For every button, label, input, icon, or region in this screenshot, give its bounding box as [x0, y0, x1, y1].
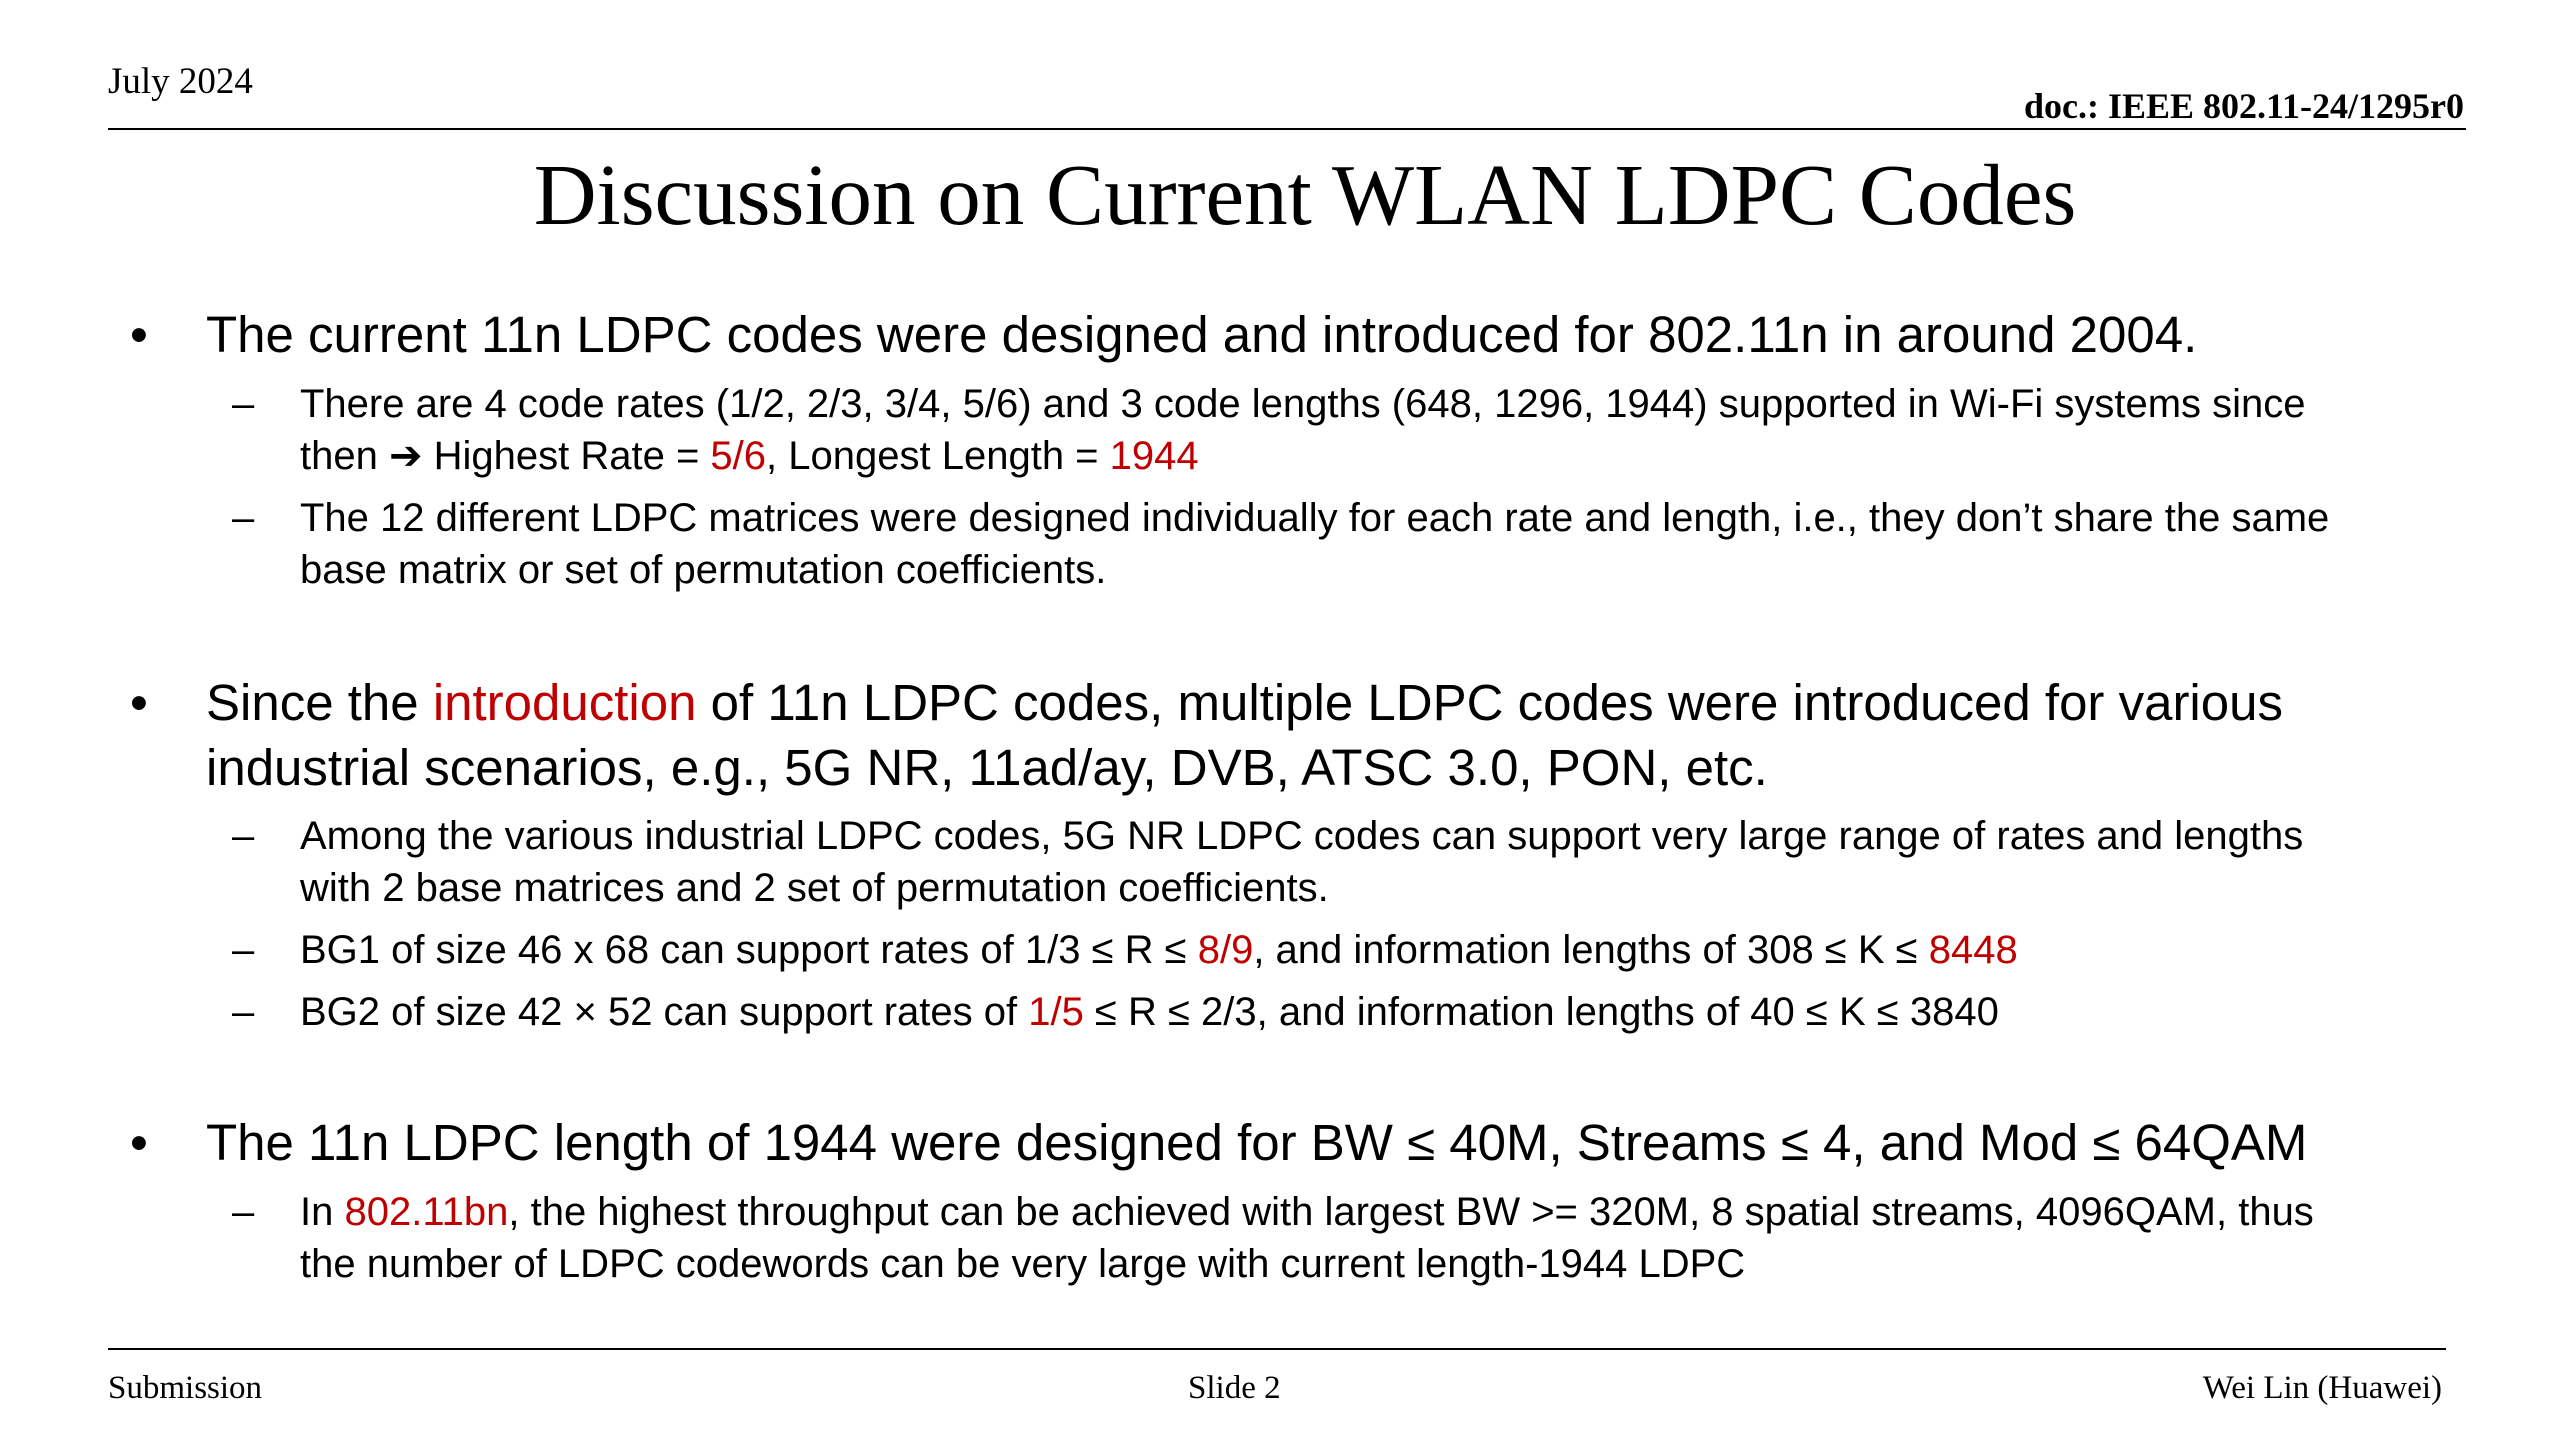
sub-bullet-3-1-a: In: [300, 1190, 345, 1234]
sub-bullet-2-1-line1: Among the various industrial LDPC codes, 5G NR LDPC codes can support very large range of rates and lengths: [300, 814, 2304, 858]
sub-bullet-1-1-line1: There are 4 code rates (1/2, 2/3, 3/4, 5/6) and 3 code lengths (648, 1296, 1944) supported in Wi-Fi systems since: [300, 382, 2306, 426]
introduction-highlight: introduction: [432, 674, 697, 731]
header-rule: [108, 128, 2466, 130]
bullet-1: [130, 302, 2198, 367]
sub-bullet-2-3-b: ≤ R ≤ 2/3, and information lengths of 40 ≤ K ≤ 3840: [1083, 990, 1999, 1034]
longest-length-value: 1944: [1109, 434, 1199, 478]
bullet-marker: •: [130, 674, 148, 731]
sub-bullet-marker: –: [232, 928, 255, 972]
80211bn-highlight: 802.11bn: [344, 1190, 509, 1234]
sub-bullet-marker: –: [232, 382, 255, 426]
header-date: July 2024: [108, 61, 253, 102]
footer-submission: Submission: [108, 1370, 263, 1406]
bullet-3: [130, 1110, 2308, 1175]
sub-bullet-marker: –: [232, 990, 255, 1034]
sub-bullet-3-1: [232, 1186, 2314, 1290]
sub-bullet-1-1: [232, 378, 2306, 482]
bg1-max-rate: 8/9: [1197, 928, 1254, 972]
bullet-2-line2: industrial scenarios, e.g., 5G NR, 11ad/ay, DVB, ATSC 3.0, PON, etc.: [206, 739, 1768, 796]
sub-bullet-marker: –: [232, 814, 255, 858]
footer-slide-number: Slide 2: [1188, 1370, 1281, 1406]
sub-bullet-2-3: [232, 986, 1999, 1038]
sub-bullet-2-3-a: BG2 of size 42 × 52 can support rates of: [300, 990, 1029, 1034]
footer-rule: [108, 1348, 2446, 1350]
sub-bullet-marker: –: [232, 496, 255, 540]
sub-bullet-3-1-line2: the number of LDPC codewords can be very large with current length-1944 LDPC: [300, 1242, 1746, 1286]
sub-bullet-1-2: [232, 492, 2330, 596]
bullet-marker: •: [130, 306, 148, 363]
sub-bullet-2-2-b: , and information lengths of 308 ≤ K ≤: [1253, 928, 1929, 972]
sub-bullet-2-2: [232, 924, 2018, 976]
bg2-min-rate: 1/5: [1028, 990, 1084, 1034]
bullet-2-line1a: Since the: [206, 674, 433, 731]
sub-bullet-3-1-b: , the highest throughput can be achieved with largest BW >= 320M, 8 spatial streams, 4096QAM, thus: [508, 1190, 2314, 1234]
sub-bullet-1-2-line2: base matrix or set of permutation coefficients.: [300, 548, 1107, 592]
sub-bullet-2-1-line2: with 2 base matrices and 2 set of permutation coefficients.: [300, 866, 1329, 910]
sub-bullet-1-1-line2a: then ➔ Highest Rate =: [300, 434, 711, 478]
sub-bullet-marker: –: [232, 1190, 255, 1234]
bullet-marker: •: [130, 1114, 148, 1171]
bg1-max-length: 8448: [1928, 928, 2018, 972]
sub-bullet-2-1: [232, 810, 2304, 914]
sub-bullet-1-2-line1: The 12 different LDPC matrices were designed individually for each rate and length, i.e., they don’t share the same: [300, 496, 2330, 540]
bullet-1-text: The current 11n LDPC codes were designed and introduced for 802.11n in around 2004.: [206, 306, 2198, 363]
footer-author: Wei Lin (Huawei): [2202, 1370, 2442, 1406]
bullet-2: [130, 670, 2283, 800]
bullet-3-text: The 11n LDPC length of 1944 were designed for BW ≤ 40M, Streams ≤ 4, and Mod ≤ 64QAM: [206, 1114, 2308, 1171]
sub-bullet-2-2-a: BG1 of size 46 x 68 can support rates of 1/3 ≤ R ≤: [300, 928, 1198, 972]
header-doc-id: doc.: IEEE 802.11-24/1295r0: [2023, 86, 2464, 126]
sub-bullet-1-1-line2b: , Longest Length =: [766, 434, 1110, 478]
slide-title: Discussion on Current WLAN LDPC Codes: [533, 146, 2077, 243]
bullet-2-line1b: of 11n LDPC codes, multiple LDPC codes were introduced for various: [696, 674, 2283, 731]
highest-rate-value: 5/6: [710, 434, 767, 478]
